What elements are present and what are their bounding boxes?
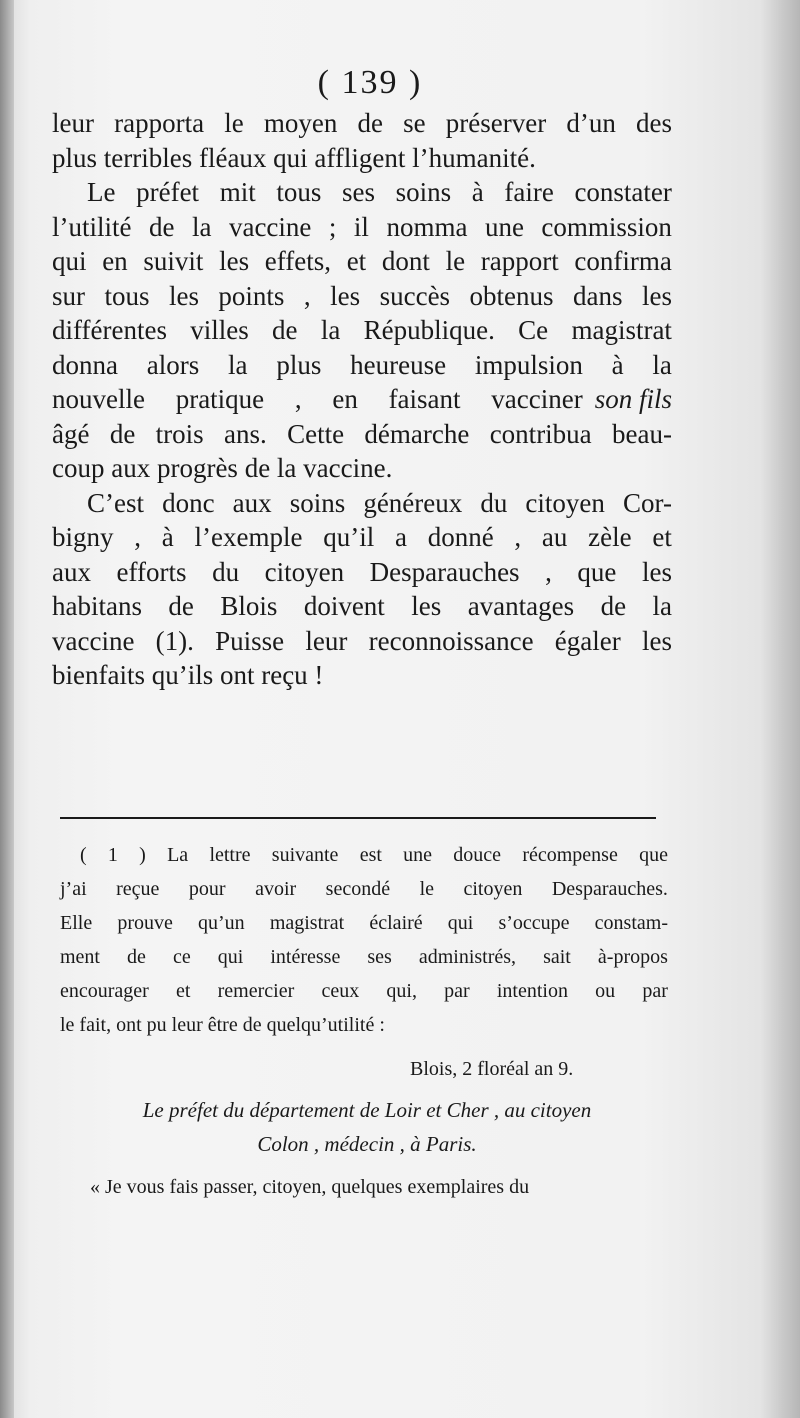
- letter-opening-text: « Je vous fais passer, citoyen, quelques exemplaires du: [90, 1176, 530, 1198]
- word: suivit: [143, 246, 204, 276]
- word: leur: [305, 625, 348, 656]
- word: La: [167, 844, 189, 866]
- word: faisant: [388, 384, 461, 414]
- word: Blois: [220, 591, 278, 621]
- word: la: [652, 591, 672, 621]
- word: vaccine: [228, 211, 312, 242]
- word: douce: [453, 844, 502, 866]
- body-line-text: [87, 175, 672, 210]
- body-line: [52, 210, 672, 245]
- word: en: [332, 384, 358, 414]
- word: 1: [107, 844, 118, 866]
- word: de: [148, 211, 175, 242]
- word: lettre: [209, 844, 251, 866]
- word: moyen: [263, 108, 338, 138]
- word: mit: [219, 177, 256, 207]
- word: contribua: [489, 418, 592, 449]
- word: suivante: [271, 844, 339, 866]
- word: obtenus: [469, 280, 554, 311]
- word: ,: [545, 556, 552, 587]
- footnote-line-text: [60, 906, 668, 940]
- word: pour: [188, 878, 226, 900]
- page-binding-shadow: [0, 0, 14, 1418]
- body-line-text: [52, 624, 672, 659]
- word: Desparauches: [369, 556, 520, 587]
- word: ses: [367, 946, 392, 968]
- word: à: [471, 177, 484, 207]
- word: de: [168, 591, 194, 621]
- word: la: [228, 349, 248, 380]
- body-line-text: plus terribles fléaux qui affligent l’humanité.: [52, 142, 536, 173]
- body-line: [52, 279, 672, 314]
- word: encourager: [60, 980, 149, 1002]
- word: bigny: [52, 522, 114, 552]
- word: et: [652, 522, 672, 552]
- word: qu’il: [323, 522, 375, 552]
- body-line-text: [87, 486, 672, 521]
- word: beau-: [612, 418, 672, 449]
- word: ,: [134, 522, 142, 552]
- word: démarche: [364, 418, 470, 449]
- word: et: [176, 980, 191, 1002]
- body-text: [52, 106, 672, 693]
- word: reçue: [116, 878, 160, 900]
- word: effets,: [264, 246, 331, 276]
- word: l’utilité: [52, 211, 132, 242]
- word: prouve: [117, 912, 173, 934]
- body-line: [52, 520, 672, 555]
- footnote-line-text: [60, 974, 668, 1008]
- word: intention: [496, 980, 568, 1002]
- footnote-line-text: [80, 838, 668, 872]
- word: zèle: [588, 522, 632, 552]
- body-line: [52, 658, 672, 693]
- word: à: [611, 349, 624, 380]
- word: donc: [162, 487, 215, 518]
- body-line: [52, 175, 672, 210]
- word: (: [80, 844, 87, 866]
- word: la: [652, 349, 672, 380]
- word: donné: [427, 522, 494, 552]
- word: ,: [294, 384, 302, 414]
- word: tous: [276, 177, 322, 207]
- word: des: [635, 108, 672, 138]
- word: avoir: [255, 878, 297, 900]
- footnote-line: [60, 838, 668, 872]
- word: aux: [232, 487, 272, 518]
- word: dans: [573, 280, 623, 311]
- word: constam-: [594, 912, 668, 934]
- word: par: [444, 980, 470, 1002]
- word: (1).: [155, 625, 194, 656]
- word: villes: [190, 315, 249, 345]
- word: leur: [52, 108, 94, 138]
- word: Le: [87, 177, 116, 207]
- word: le: [445, 246, 466, 276]
- word: ceux: [321, 980, 360, 1002]
- word: points: [218, 280, 285, 311]
- word: ans.: [224, 418, 267, 449]
- word: éclairé: [369, 912, 423, 934]
- word: de: [127, 946, 146, 968]
- word: remercier: [217, 980, 295, 1002]
- body-line: [52, 486, 672, 521]
- word: et: [346, 246, 367, 276]
- body-line: [52, 451, 672, 486]
- word: confirma: [574, 246, 672, 276]
- word: pratique: [175, 384, 265, 414]
- page-edge-shadow: [760, 0, 800, 1418]
- footnote-line-text: [60, 940, 668, 974]
- word: sait: [543, 946, 571, 968]
- word: ,: [303, 280, 311, 311]
- body-line-text: [52, 313, 672, 348]
- body-line: [52, 141, 672, 176]
- word: Puisse: [215, 625, 285, 656]
- body-line: [52, 624, 672, 659]
- word: ses: [341, 177, 375, 207]
- word: il: [353, 211, 369, 242]
- word: rapport: [480, 246, 559, 276]
- word: les: [330, 280, 361, 311]
- word: la: [191, 211, 212, 242]
- body-line-text: [52, 244, 672, 279]
- word: à-propos: [597, 946, 668, 968]
- footnote-line: [60, 1008, 668, 1042]
- word: une: [403, 844, 433, 866]
- word: une: [484, 211, 524, 242]
- word: impulsion: [474, 349, 583, 380]
- body-line: [52, 106, 672, 141]
- italic-emphasis: son fils: [594, 384, 672, 414]
- word: qui: [52, 246, 87, 276]
- letter-date: Blois, 2 floréal an 9.: [410, 1058, 574, 1080]
- word: vaccine: [52, 625, 135, 656]
- word: préfet: [136, 177, 200, 207]
- body-line: [52, 589, 672, 624]
- word: Cette: [287, 418, 345, 449]
- word: qui: [447, 912, 474, 934]
- word: doivent: [303, 591, 385, 621]
- word: ): [139, 844, 146, 866]
- word: les: [411, 591, 442, 621]
- word: avantages: [467, 591, 575, 621]
- word: habitans: [52, 591, 142, 621]
- word: faire: [504, 177, 554, 207]
- body-line-text: [52, 279, 672, 314]
- word: que: [639, 844, 668, 866]
- word: République.: [363, 315, 495, 345]
- word: donna: [52, 349, 118, 380]
- word: a: [394, 522, 407, 552]
- word: de: [272, 315, 298, 345]
- footnote-line: [60, 974, 668, 1008]
- body-line-text: [52, 210, 672, 245]
- footnote-line: [60, 872, 668, 906]
- word: les: [641, 280, 672, 311]
- word: le: [419, 878, 434, 900]
- body-line-text: [52, 348, 672, 383]
- word: les: [641, 556, 672, 587]
- word: citoyen: [463, 878, 523, 900]
- body-line: [52, 313, 672, 348]
- word: dont: [381, 246, 430, 276]
- body-line-text: [52, 417, 672, 452]
- word: qui: [217, 946, 244, 968]
- word: Cor-: [622, 487, 672, 518]
- body-line-text: [52, 106, 672, 141]
- word: aux: [52, 556, 91, 587]
- word: soins: [395, 177, 452, 207]
- word: ou: [595, 980, 616, 1002]
- word: ment: [60, 946, 100, 968]
- body-line: [52, 244, 672, 279]
- word: le: [224, 108, 244, 138]
- letter-address: [62, 1093, 672, 1161]
- page-number: ( 139 ): [317, 64, 423, 101]
- word: de: [600, 591, 627, 621]
- word: succès: [379, 280, 451, 311]
- body-line-text: [52, 589, 672, 624]
- word: C’est: [87, 487, 144, 518]
- footnote-line-text: le fait, ont pu leur être de quelqu’utilité :: [60, 1014, 385, 1036]
- word: trois: [155, 418, 204, 449]
- body-line-text: [52, 382, 583, 417]
- word: généreux: [363, 487, 463, 518]
- word: secondé: [325, 878, 391, 900]
- word: les: [219, 246, 250, 276]
- word: les: [641, 625, 672, 656]
- footnote: [60, 838, 668, 1042]
- body-line-text: [52, 555, 672, 590]
- word: qu’un: [198, 912, 245, 934]
- word: soins: [289, 487, 346, 518]
- word: au: [541, 522, 568, 552]
- address-line: Le préfet du département de Loir et Cher , au citoyen: [142, 1098, 592, 1122]
- word: de: [357, 108, 383, 138]
- word: égaler: [554, 625, 621, 656]
- word: préserver: [445, 108, 547, 138]
- word: ce: [172, 946, 191, 968]
- word: citoyen: [525, 487, 605, 518]
- footnote-separator: [60, 817, 656, 819]
- word: Desparauches.: [551, 878, 668, 900]
- word: récompense: [522, 844, 618, 866]
- word: se: [403, 108, 426, 138]
- word: Elle: [60, 912, 93, 934]
- word: la: [320, 315, 341, 345]
- body-line: [52, 348, 672, 383]
- address-line: Colon , médecin , à Paris.: [257, 1132, 477, 1156]
- word: les: [168, 280, 199, 311]
- body-line-text: coup aux progrès de la vaccine.: [52, 453, 393, 483]
- word: du: [480, 487, 508, 518]
- word: s’occupe: [498, 912, 570, 934]
- word: tous: [104, 280, 150, 311]
- word: que: [577, 556, 617, 587]
- word: l’exemple: [194, 522, 303, 552]
- word: par: [642, 980, 668, 1002]
- word: différentes: [52, 315, 167, 345]
- word: à: [161, 522, 174, 552]
- word: citoyen: [264, 556, 345, 587]
- word: rapporta: [114, 108, 205, 138]
- word: efforts: [116, 556, 187, 587]
- word: administrés,: [418, 946, 517, 968]
- body-line: [52, 417, 672, 452]
- word: nouvelle: [52, 384, 145, 414]
- word: est: [359, 844, 382, 866]
- word: nomma: [386, 211, 468, 242]
- word: d’un: [566, 108, 616, 138]
- word: alors: [146, 349, 200, 380]
- footnote-line: [60, 940, 668, 974]
- word: ;: [328, 211, 337, 242]
- body-line: [52, 382, 672, 417]
- word: ,: [514, 522, 522, 552]
- word: en: [102, 246, 128, 276]
- word: plus: [276, 349, 322, 380]
- word: magistrat: [571, 315, 672, 345]
- word: constater: [574, 177, 672, 207]
- word: commission: [541, 211, 672, 242]
- word: sur: [52, 280, 85, 311]
- body-line-text: [52, 520, 672, 555]
- word: âgé: [52, 418, 90, 449]
- word: reconnoissance: [368, 625, 534, 656]
- letter-opening: [90, 1176, 668, 1199]
- word: qui,: [386, 980, 417, 1002]
- word: de: [109, 418, 136, 449]
- footnote-line: [60, 906, 668, 940]
- word: Ce: [518, 315, 549, 345]
- word: vacciner: [491, 384, 583, 414]
- footnote-line-text: [60, 872, 668, 906]
- word: magistrat: [269, 912, 345, 934]
- word: du: [212, 556, 240, 587]
- word: intéresse: [270, 946, 341, 968]
- word: heureuse: [350, 349, 447, 380]
- word: j’ai: [60, 878, 87, 900]
- body-line-text: bienfaits qu’ils ont reçu !: [52, 660, 324, 690]
- body-line: [52, 555, 672, 590]
